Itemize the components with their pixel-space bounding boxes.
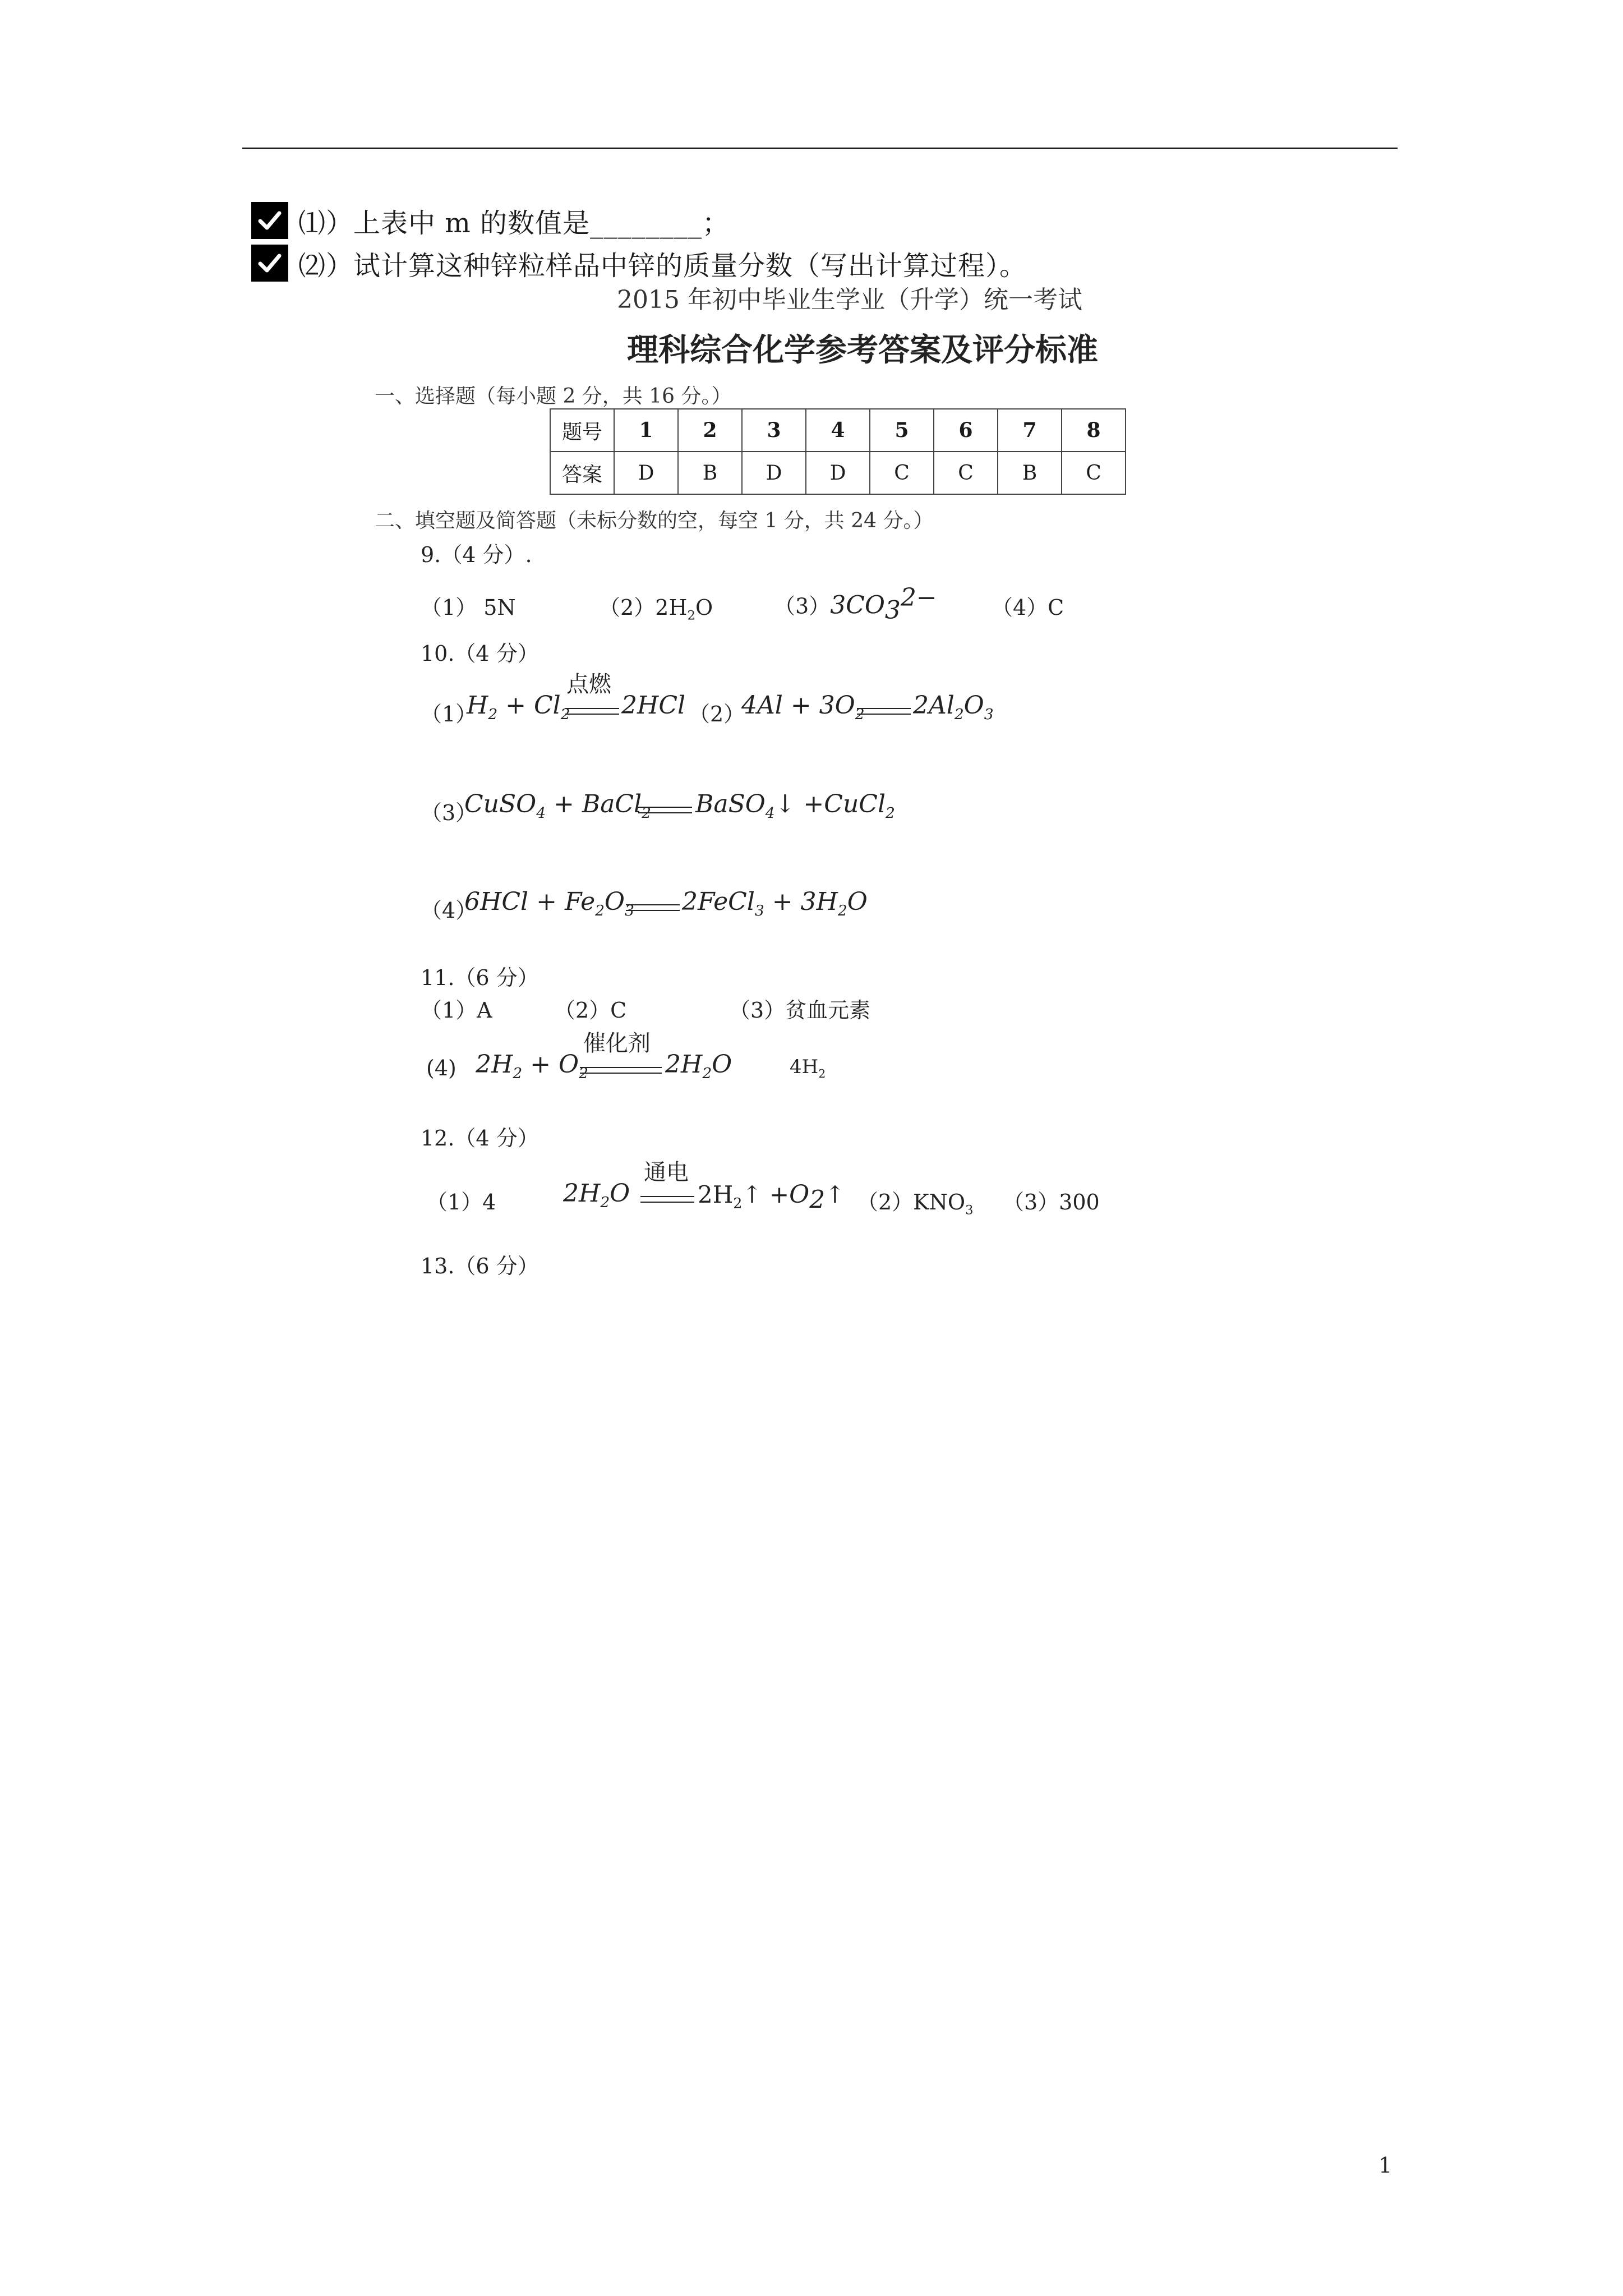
q10-equation-4-product: 2FeCl$_3$ + $3H_2O$	[682, 887, 868, 919]
reaction-condition: 点燃	[566, 671, 611, 697]
q9-heading: 9.（4 分）.	[421, 542, 532, 567]
q12-answer-1: （1）4	[426, 1190, 496, 1214]
q12-equation-product: $2H_2↑$ $+O_2↑$	[698, 1180, 845, 1214]
table-cell: D	[806, 452, 870, 494]
q11-heading: 11.（6 分）	[421, 965, 539, 990]
section-2-heading: 二、填空题及简答题（未标分数的空，每空 1 分，共 24 分。）	[375, 509, 934, 532]
doc-title: 理科综合化学参考答案及评分标准	[627, 332, 1098, 369]
table-cell: 1	[614, 409, 678, 452]
check-icon	[256, 207, 283, 234]
answer-table	[550, 408, 1126, 495]
question-text: ⑵）试计算这种锌粒样品中锌的质量分数（写出计算过程）。	[298, 250, 1027, 282]
q10-eq4-label: （4）	[421, 898, 477, 923]
equals-sign	[626, 904, 680, 911]
q10-eq1-label: （1）	[421, 702, 477, 726]
section-1-heading: 一、选择题（每小题 2 分，共 16 分。）	[375, 385, 732, 408]
table-cell: 3	[742, 409, 806, 452]
reaction-condition: 催化剂	[583, 1030, 651, 1056]
table-cell: 答案	[550, 452, 614, 494]
check-icon	[256, 250, 283, 277]
equals-sign	[638, 807, 692, 813]
q12-equation: $2H_2O$	[563, 1179, 630, 1211]
exam-title: 2015 年初中毕业生学业（升学）统一考试	[617, 286, 1082, 314]
equals-sign	[580, 1067, 662, 1074]
table-cell: B	[998, 452, 1062, 494]
q10-heading: 10.（4 分）	[421, 641, 539, 666]
q10-eq2-label: （2）	[689, 702, 745, 726]
reaction-condition: 通电	[644, 1159, 689, 1185]
table-cell: D	[742, 452, 806, 494]
q11-answer-1: （1）A	[421, 998, 492, 1023]
equals-sign	[857, 708, 911, 715]
q10-equation-4: $6HCl + Fe_2O_3$	[464, 887, 634, 919]
q12-heading: 12.（4 分）	[421, 1126, 539, 1151]
q9-answer-3: $(3)3CO_3^{2-}$	[774, 583, 937, 625]
table-row	[550, 452, 1126, 494]
equals-sign	[565, 708, 619, 715]
table-cell: 题号	[550, 409, 614, 452]
table-cell: 8	[1062, 409, 1126, 452]
q10-equation-2-product: $2Al_2O_3$	[913, 691, 994, 723]
question-item-1	[251, 202, 730, 239]
question-text: ⑴）上表中 m 的数值是________；	[298, 207, 730, 239]
q13-heading: 13.（6 分）	[421, 1254, 539, 1278]
checkbox-checked[interactable]	[251, 202, 288, 239]
q9-answer-2: $(2)2H_2O$	[599, 595, 713, 623]
table-cell: C	[934, 452, 998, 494]
q11-answer-2: （2）C	[554, 998, 627, 1023]
table-cell: 6	[934, 409, 998, 452]
checkbox-checked[interactable]	[251, 245, 288, 282]
table-cell: 7	[998, 409, 1062, 452]
q10-equation-3-product: BaSO$_4$↓ +CuCl$_2$	[695, 790, 895, 822]
q11-answer-3: （3）贫血元素	[729, 998, 871, 1023]
q10-eq3-label: （3）	[421, 800, 477, 825]
table-cell: C	[870, 452, 934, 494]
table-cell: C	[1062, 452, 1126, 494]
q11-eq-label: (4)	[426, 1056, 457, 1080]
q10-equation-3: CuSO$_4$ + BaCl$_2$	[464, 790, 651, 822]
q10-equation-2: $4Al + 3O_2$	[741, 691, 865, 723]
header-rule	[242, 148, 1398, 149]
q11-extra: $4H_2$	[790, 1056, 826, 1080]
q9-answer-1: （1） 5N	[421, 595, 516, 620]
table-cell: 4	[806, 409, 870, 452]
table-cell: 5	[870, 409, 934, 452]
equals-sign	[640, 1196, 694, 1203]
table-cell: D	[614, 452, 678, 494]
table-row	[550, 409, 1126, 452]
page-number: 1	[1378, 2153, 1393, 2178]
table-cell: 2	[678, 409, 742, 452]
q10-equation-1: $H_2 + Cl_2$	[467, 691, 570, 723]
q12-answer-3: （3）300	[1003, 1190, 1100, 1214]
q12-answer-2: $(2)KNO_3$	[857, 1190, 974, 1218]
q11-equation: $2H_2 + O_2$	[476, 1050, 588, 1082]
question-item-2	[251, 245, 1027, 282]
q9-answer-4: （4）C	[992, 595, 1064, 620]
q10-equation-1-product: 2HCl	[621, 691, 686, 720]
table-cell: B	[678, 452, 742, 494]
q11-equation-product: $2H_2O$	[665, 1050, 732, 1082]
